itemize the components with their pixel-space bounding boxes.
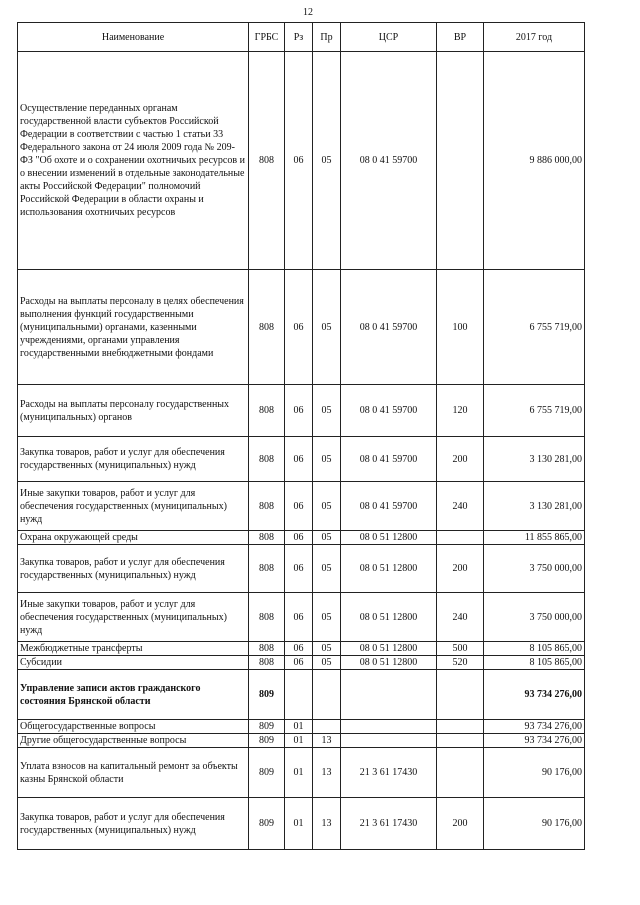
row-rz: 06	[285, 482, 313, 531]
row-csr: 08 0 41 59700	[341, 437, 437, 482]
table-row	[18, 593, 585, 642]
row-rz: 01	[285, 748, 313, 798]
row-grbs: 808	[249, 656, 285, 670]
row-vr	[437, 670, 484, 720]
row-grbs: 808	[249, 545, 285, 593]
row-pr: 13	[313, 748, 341, 798]
row-grbs: 809	[249, 670, 285, 720]
row-vr	[437, 734, 484, 748]
budget-table	[17, 22, 585, 850]
row-amount: 93 734 276,00	[484, 670, 585, 720]
row-pr: 05	[313, 545, 341, 593]
row-pr: 05	[313, 437, 341, 482]
page-number: 12	[303, 7, 313, 18]
row-rz: 01	[285, 720, 313, 734]
row-amount: 6 755 719,00	[484, 385, 585, 437]
row-name: Расходы на выплаты персоналу государственных (муниципальных) органов	[18, 385, 249, 437]
row-vr	[437, 531, 484, 545]
row-grbs: 808	[249, 531, 285, 545]
table-row	[18, 385, 585, 437]
row-pr: 05	[313, 656, 341, 670]
row-name: Уплата взносов на капитальный ремонт за объекты казны Брянской области	[18, 748, 249, 798]
header-rz: Рз	[285, 23, 313, 52]
header-vr: ВР	[437, 23, 484, 52]
table-row	[18, 52, 585, 270]
row-vr: 120	[437, 385, 484, 437]
header-row	[18, 23, 585, 52]
row-rz: 06	[285, 531, 313, 545]
row-vr	[437, 748, 484, 798]
row-vr: 100	[437, 270, 484, 385]
row-pr: 05	[313, 531, 341, 545]
row-grbs: 808	[249, 437, 285, 482]
table-row	[18, 798, 585, 850]
row-amount: 93 734 276,00	[484, 734, 585, 748]
row-rz: 06	[285, 545, 313, 593]
row-amount: 3 750 000,00	[484, 545, 585, 593]
table-row	[18, 656, 585, 670]
row-csr: 21 3 61 17430	[341, 798, 437, 850]
row-pr: 05	[313, 385, 341, 437]
table-row	[18, 748, 585, 798]
row-amount: 8 105 865,00	[484, 642, 585, 656]
row-csr: 08 0 51 12800	[341, 531, 437, 545]
row-amount: 6 755 719,00	[484, 270, 585, 385]
table-row	[18, 545, 585, 593]
row-vr: 200	[437, 798, 484, 850]
row-csr	[341, 670, 437, 720]
header-grbs: ГРБС	[249, 23, 285, 52]
row-amount: 9 886 000,00	[484, 52, 585, 270]
row-csr: 08 0 41 59700	[341, 482, 437, 531]
row-name: Межбюджетные трансферты	[18, 642, 249, 656]
row-grbs: 808	[249, 482, 285, 531]
row-csr: 08 0 41 59700	[341, 385, 437, 437]
table-row	[18, 720, 585, 734]
header-amount: 2017 год	[484, 23, 585, 52]
row-grbs: 808	[249, 270, 285, 385]
row-name: Закупка товаров, работ и услуг для обеспечения государственных (муниципальных) нужд	[18, 437, 249, 482]
row-amount: 3 750 000,00	[484, 593, 585, 642]
row-rz: 06	[285, 385, 313, 437]
table-row	[18, 482, 585, 531]
row-csr: 08 0 51 12800	[341, 642, 437, 656]
row-rz: 06	[285, 593, 313, 642]
row-csr	[341, 720, 437, 734]
row-rz: 06	[285, 642, 313, 656]
row-rz: 01	[285, 734, 313, 748]
row-csr: 08 0 41 59700	[341, 270, 437, 385]
row-pr: 13	[313, 798, 341, 850]
row-pr	[313, 720, 341, 734]
row-grbs: 809	[249, 720, 285, 734]
row-name: Иные закупки товаров, работ и услуг для обеспечения государственных (муниципальных) нужд	[18, 482, 249, 531]
row-rz: 01	[285, 798, 313, 850]
row-vr	[437, 720, 484, 734]
row-name: Субсидии	[18, 656, 249, 670]
row-amount: 3 130 281,00	[484, 482, 585, 531]
row-grbs: 809	[249, 734, 285, 748]
row-rz: 06	[285, 656, 313, 670]
row-vr: 520	[437, 656, 484, 670]
row-amount: 90 176,00	[484, 748, 585, 798]
row-grbs: 808	[249, 642, 285, 656]
row-pr: 13	[313, 734, 341, 748]
header-csr: ЦСР	[341, 23, 437, 52]
row-name: Иные закупки товаров, работ и услуг для обеспечения государственных (муниципальных) нужд	[18, 593, 249, 642]
row-name: Другие общегосударственные вопросы	[18, 734, 249, 748]
header-pr: Пр	[313, 23, 341, 52]
row-grbs: 808	[249, 593, 285, 642]
row-csr: 08 0 51 12800	[341, 656, 437, 670]
row-grbs: 809	[249, 798, 285, 850]
row-amount: 3 130 281,00	[484, 437, 585, 482]
row-pr: 05	[313, 52, 341, 270]
row-grbs: 808	[249, 385, 285, 437]
row-pr: 05	[313, 642, 341, 656]
row-name: Закупка товаров, работ и услуг для обеспечения государственных (муниципальных) нужд	[18, 545, 249, 593]
row-vr	[437, 52, 484, 270]
row-name: Управление записи актов гражданского состояния Брянской области	[18, 670, 249, 720]
row-csr: 08 0 41 59700	[341, 52, 437, 270]
row-vr: 200	[437, 437, 484, 482]
row-rz	[285, 670, 313, 720]
row-pr	[313, 670, 341, 720]
row-csr: 21 3 61 17430	[341, 748, 437, 798]
table-row	[18, 531, 585, 545]
row-name: Закупка товаров, работ и услуг для обеспечения государственных (муниципальных) нужд	[18, 798, 249, 850]
row-name: Расходы на выплаты персоналу в целях обеспечения выполнения функций государственными (муниципальными) органами, казенными учреждениями, органами управления государственными внебюджетными фондами	[18, 270, 249, 385]
row-amount: 90 176,00	[484, 798, 585, 850]
table-row	[18, 734, 585, 748]
header-name: Наименование	[18, 23, 249, 52]
row-vr: 200	[437, 545, 484, 593]
row-name: Охрана окружающей среды	[18, 531, 249, 545]
row-name: Общегосударственные вопросы	[18, 720, 249, 734]
table-row	[18, 270, 585, 385]
row-csr: 08 0 51 12800	[341, 593, 437, 642]
row-vr: 240	[437, 482, 484, 531]
row-pr: 05	[313, 482, 341, 531]
row-amount: 11 855 865,00	[484, 531, 585, 545]
row-rz: 06	[285, 52, 313, 270]
row-name: Осуществление переданных органам государственной власти субъектов Российской Федерации в соответствии с частью 1 статьи 33 Федерального закона от 24 июля 2009 года № 209-ФЗ "Об охоте и о сохранении охотничьих ресурсов и о внесении изменений в отдельные законодательные акты Российской Федерации" полномочий Российской Федерации в области охраны и использования охотничьих ресурсов	[18, 52, 249, 270]
table-row	[18, 437, 585, 482]
row-rz: 06	[285, 270, 313, 385]
row-rz: 06	[285, 437, 313, 482]
row-vr: 240	[437, 593, 484, 642]
row-csr	[341, 734, 437, 748]
row-amount: 8 105 865,00	[484, 656, 585, 670]
row-pr: 05	[313, 270, 341, 385]
row-csr: 08 0 51 12800	[341, 545, 437, 593]
row-grbs: 809	[249, 748, 285, 798]
row-vr: 500	[437, 642, 484, 656]
row-pr: 05	[313, 593, 341, 642]
row-amount: 93 734 276,00	[484, 720, 585, 734]
table-row	[18, 642, 585, 656]
row-grbs: 808	[249, 52, 285, 270]
table-row-section	[18, 670, 585, 720]
